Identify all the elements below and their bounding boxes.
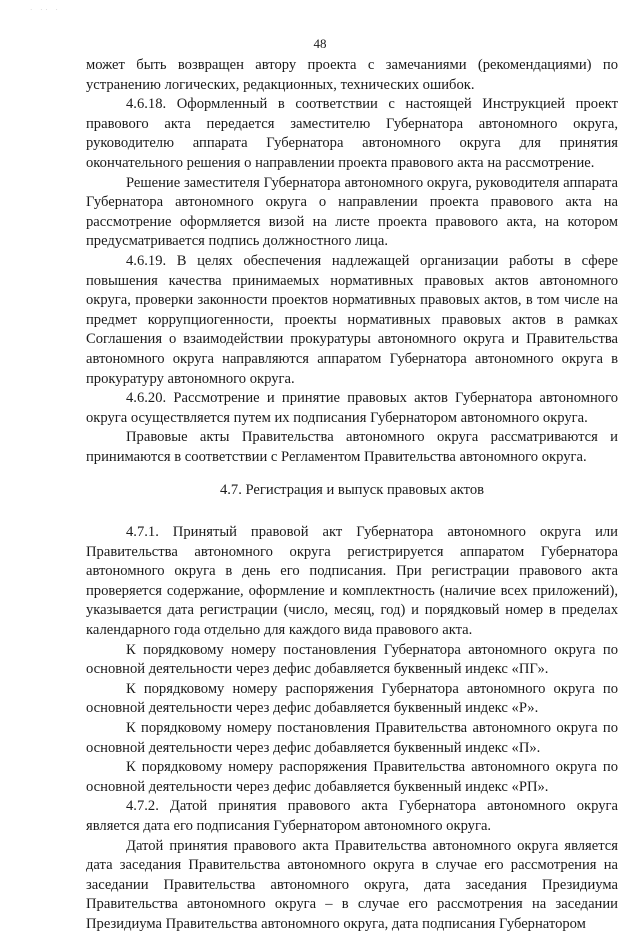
paragraph: может быть возвращен автору проекта с замечаниями (рекомендациями) по устранению логических, редакционных, технических ошибок. bbox=[86, 57, 618, 93]
paragraph: 4.7.1. Принятый правовой акт Губернатора автономного округа или Правительства автономного округа регистрируется аппаратом Губернатора автономного округа в день его подписания. При регистрации правового акта проверяется содержание, оформление и комплектность (наличие всех приложений), указывается дата регистрации (число, месяц, год) и порядковый номер в пределах календарного года отдельно для каждого вида правового акта. bbox=[86, 524, 618, 639]
section-heading: 4.7. Регистрация и выпуск правовых актов bbox=[219, 482, 485, 499]
page-number: 48 bbox=[313, 36, 327, 51]
paragraph: Датой принятия правового акта Правительства автономного округа является дата заседания Правительства автономного округа в случае его рассмотрения на заседании Правительства автономного округа, дата заседания Президиума Правительства автономного округа – в случае его рассмотрения на заседании Президиума Правительства автономного округа, дата подписания Губернатором bbox=[86, 837, 618, 932]
document-body bbox=[86, 56, 618, 935]
paragraph: К порядковому номеру распоряжения Правительства автономного округа по основной деятельности через дефис добавляется буквенный индекс «РП». bbox=[86, 759, 618, 795]
paragraph: 4.6.20. Рассмотрение и принятие правовых актов Губернатора автономного округа осуществляется путем их подписания Губернатором автономного округа. bbox=[86, 390, 618, 426]
paragraph: Правовые акты Правительства автономного округа рассматриваются и принимаются в соответствии с Регламентом Правительства автономного округа. bbox=[86, 429, 618, 465]
paragraph: Решение заместителя Губернатора автономного округа, руководителя аппарата Губернатора автономного округа о направлении проекта правового акта на рассмотрение оформляется визой на листе проекта правового акта, на котором предусматривается подпись должностного лица. bbox=[86, 174, 618, 250]
paragraph: 4.6.19. В целях обеспечения надлежащей организации работы в сфере повышения качества принимаемых нормативных правовых актов автономного округа, проверки законности проектов нормативных правовых актов, в том числе на предмет коррупциогенности, проекты нормативных правовых актов в рамках Соглашения о взаимодействии прокуратуры автономного округа и Правительства автономного округа направляются аппаратом Губернатора автономного округа в прокуратуру автономного округа. bbox=[86, 252, 618, 387]
paragraph: 4.7.2. Датой принятия правового акта Губернатора автономного округа является дата его подписания Губернатором автономного округа. bbox=[86, 798, 618, 834]
paragraph: 4.6.18. Оформленный в соответствии с настоящей Инструкцией проект правового акта передается заместителю Губернатора автономного округа, руководителю аппарата Губернатора автономного округа для принятия окончательного решения о направлении проекта правового акта на рассмотрение. bbox=[86, 96, 618, 171]
scan-artifact: · ·· · bbox=[30, 6, 61, 14]
paragraph: К порядковому номеру постановления Правительства автономного округа по основной деятельности через дефис добавляется буквенный индекс «П». bbox=[86, 720, 618, 756]
paragraph: К порядковому номеру постановления Губернатора автономного округа по основной деятельности через дефис добавляется буквенный индекс «ПГ». bbox=[86, 641, 618, 678]
paragraph: К порядковому номеру распоряжения Губернатора автономного округа по основной деятельности через дефис добавляется буквенный индекс «Р». bbox=[86, 680, 618, 717]
